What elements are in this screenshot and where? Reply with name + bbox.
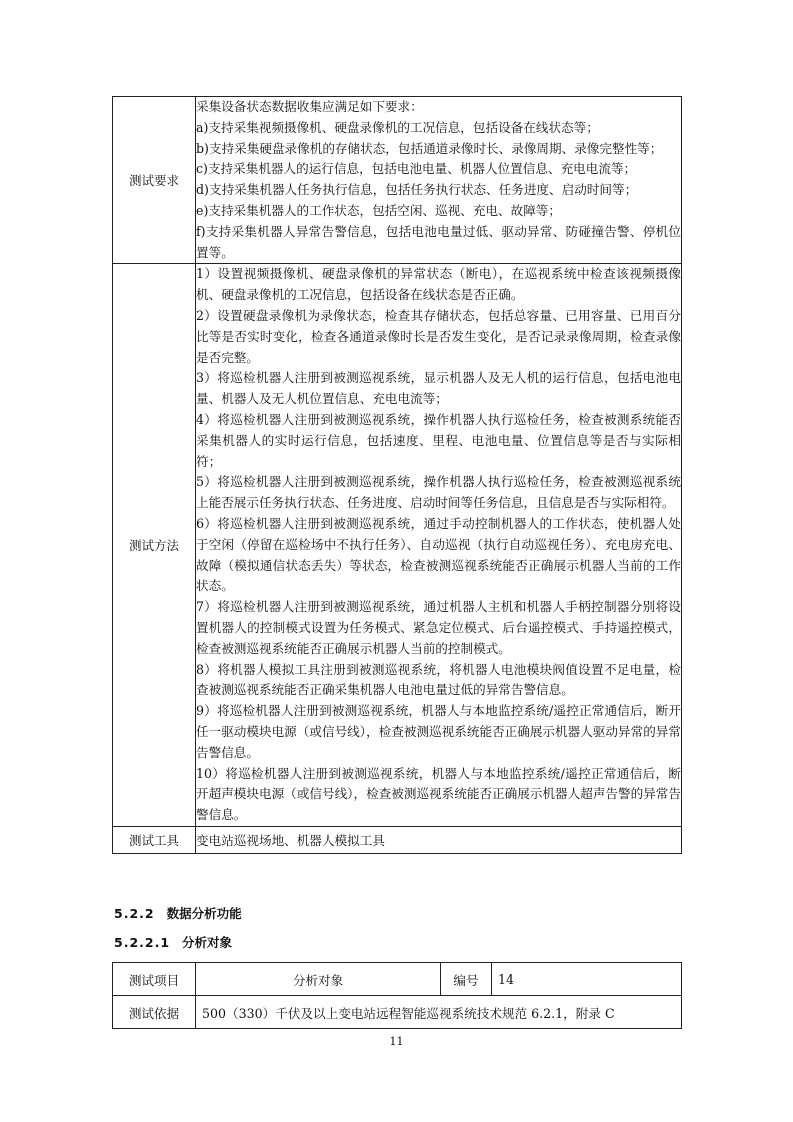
method-step: 3）将巡检机器人注册到被测巡视系统，显示机器人及无人机的运行信息，包括电池电量、机器人及无人机位置信息、充电电流等； [196,370,681,407]
req-line: f)支持采集机器人异常告警信息，包括电池电量过低、驱动异常、防碰撞告警、停机位置等。 [196,223,681,260]
label-test-basis: 测试依据 [113,996,196,1029]
label-test-requirements: 测试要求 [113,97,196,264]
label-test-item: 测试项目 [113,963,196,996]
page-number: 11 [389,1035,404,1048]
req-line: d)支持采集机器人任务执行信息，包括任务执行状态、任务进度、启动时间等； [196,182,638,198]
label-test-tools: 测试工具 [113,826,196,853]
test-requirements-content [196,97,682,264]
label-number: 编号 [441,963,492,996]
method-step: 8）将机器人模拟工具注册到被测巡视系统，将机器人电池模块阀值设置不足电量，检查被测巡视系统能否正确采集机器人电池电量过低的异常告警信息。 [196,661,681,698]
req-line: 采集设备状态数据收集应满足如下要求： [196,99,423,114]
test-item-table [112,962,682,1029]
section-heading-analysis-object [114,933,232,951]
test-tools-value: 变电站巡视场地、机器人模拟工具 [196,826,682,853]
row-test-method [113,264,682,827]
row-test-requirements [113,97,682,264]
method-step: 10）将巡检机器人注册到被测巡视系统，机器人与本地监控系统/遥控正常通信后，断开超声模块电源（或信号线），检查被测巡视系统能否正确展示机器人超声告警的异常告警信息。 [196,765,681,823]
number-value: 14 [492,963,682,996]
test-spec-table [112,96,682,854]
section-number: 5.2.2.1 [114,935,171,950]
section-number: 5.2.2 [114,906,155,921]
row-test-basis [113,996,682,1029]
req-line: b)支持采集硬盘录像机的存储状态，包括通道录像时长、录像周期、录像完整性等； [196,140,663,156]
method-step: 1）设置视频摄像机、硬盘录像机的异常状态（断电），在巡视系统中检查该视频摄像机、硬盘录像机的工况信息，包括设备在线状态是否正确。 [196,266,681,303]
req-line: e)支持采集机器人的工作状态，包括空闲、巡视、充电、故障等； [196,202,561,218]
section-heading-data-analysis [114,904,242,922]
label-test-method: 测试方法 [113,264,196,827]
method-step: 6）将巡检机器人注册到被测巡视系统，通过手动控制机器人的工作状态，使机器人处于空闲（停留在巡检场中不执行任务）、自动巡视（执行自动巡视任务）、充电房充电、故障（模拟通信状态丢失）等状态，检查被测巡视系统能否正确展示机器人当前的工作状态。 [196,515,681,594]
method-step: 4）将巡检机器人注册到被测巡视系统，操作机器人执行巡检任务，检查被测系统能否采集机器人的实时运行信息，包括速度、里程、电池电量、位置信息等是否与实际相符； [196,411,681,469]
row-test-item [113,963,682,996]
section-title: 分析对象 [182,935,233,950]
method-step: 2）设置硬盘录像机为录像状态，检查其存储状态，包括总容量、已用容量、已用百分比等是否实时变化，检查各通道录像时长是否发生变化，是否记录录像周期，检查录像是否完整。 [196,307,681,365]
test-item-value: 分析对象 [196,963,441,996]
req-line: a)支持采集视频摄像机、硬盘录像机的工况信息，包括设备在线状态等； [196,119,599,135]
row-test-tools [113,826,682,853]
method-step: 9）将巡检机器人注册到被测巡视系统，机器人与本地监控系统/遥控正常通信后，断开任一驱动模块电源（或信号线），检查被测巡视系统能否正确展示机器人驱动异常的异常告警信息。 [196,703,681,760]
method-step: 5）将巡检机器人注册到被测巡视系统，操作机器人执行巡检任务，检查被测巡视系统上能否展示任务执行状态、任务进度、启动时间等任务信息，且信息是否与实际相符。 [196,474,681,511]
test-basis-value: 500（330）千伏及以上变电站远程智能巡视系统技术规范 6.2.1，附录 C [196,996,682,1029]
test-method-content [196,264,682,827]
method-step: 7）将巡检机器人注册到被测巡视系统，通过机器人主机和机器人手柄控制器分别将设置机器人的控制模式设置为任务模式、紧急定位模式、后台遥控模式、手持遥控模式，检查被测巡视系统能否正确展示机器人当前的控制模式。 [196,599,681,656]
section-title: 数据分析功能 [166,906,242,921]
req-line: c)支持采集机器人的运行信息，包括电池电量、机器人位置信息、充电电流等； [196,161,637,177]
